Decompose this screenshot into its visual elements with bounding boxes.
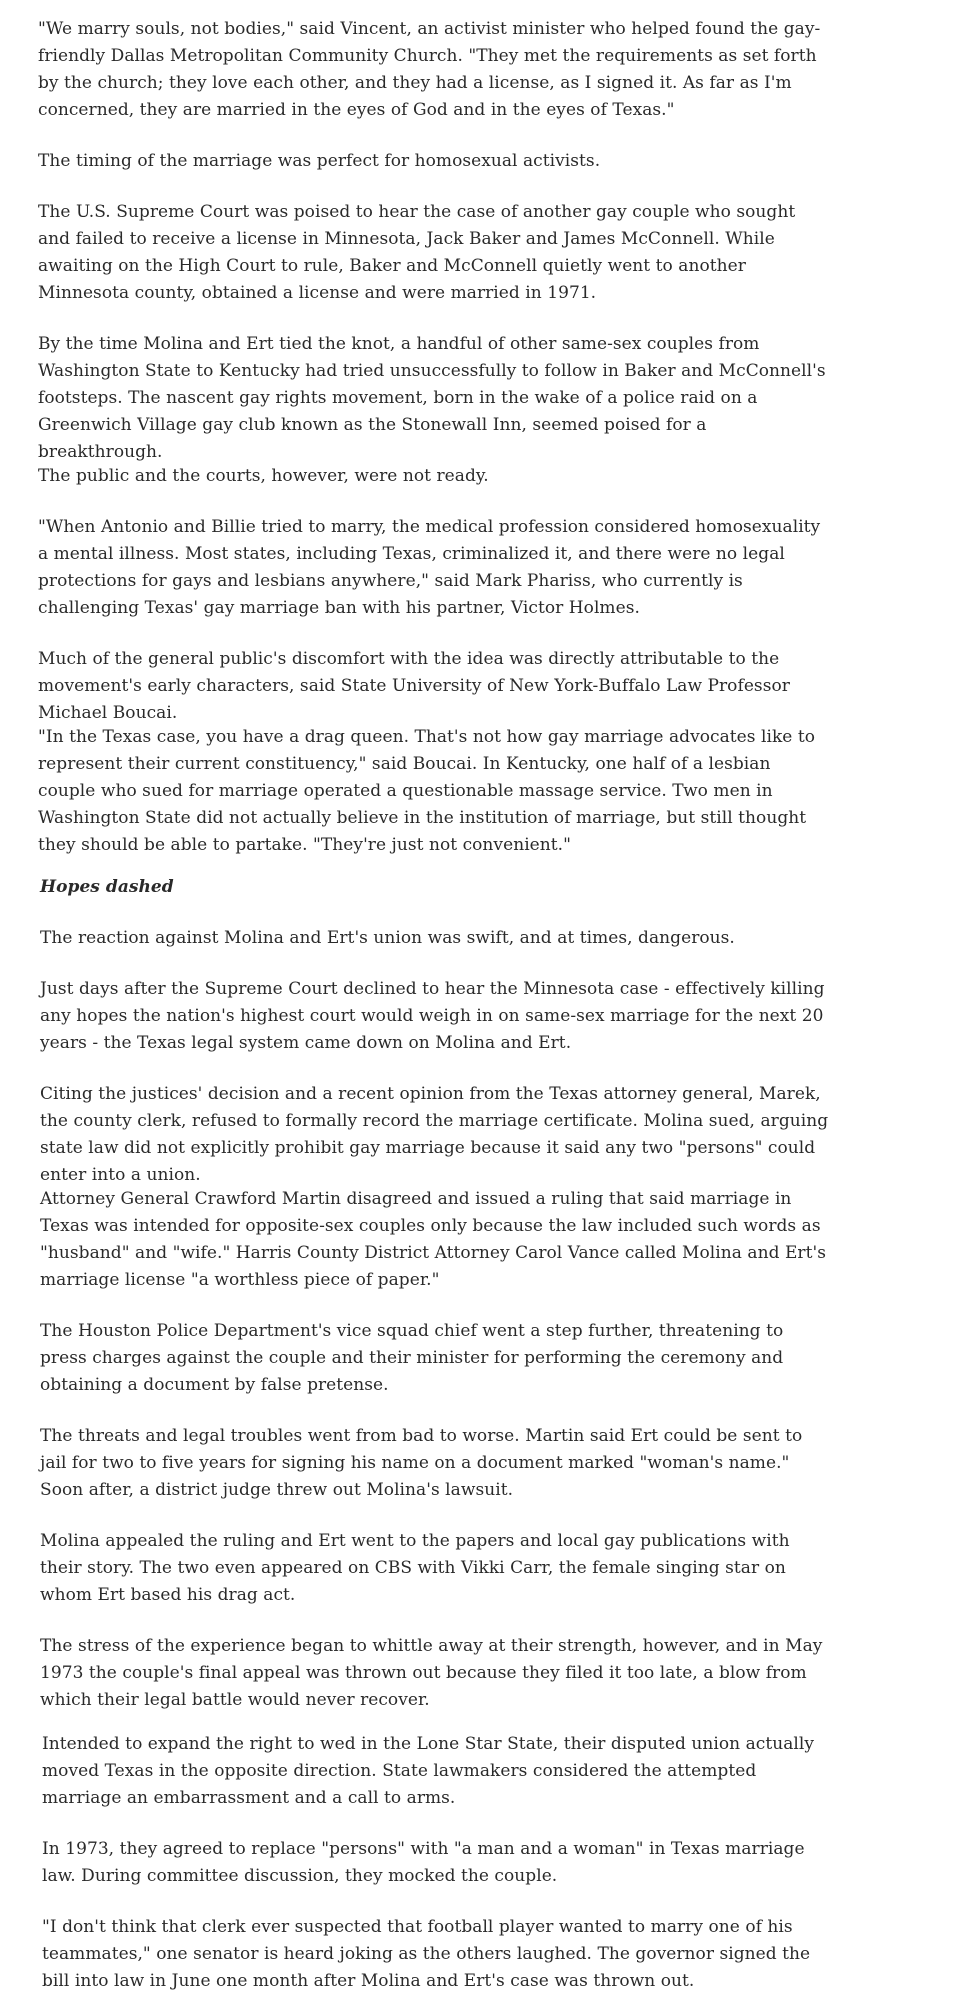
paragraph-senator-quote: "I don't think that clerk ever suspected that football player wanted to marry one of his teammates," one senator is heard joking as the others laughed. The governor signed the bill into law in June one month after Molina and Ert's case was thrown out. (42, 1917, 811, 1991)
paragraph-knot: By the time Molina and Ert tied the knot, a handful of other same-sex couples from Washington State to Kentucky had tried unsuccessfully to follow in Baker and McConnell's footsteps. The nascent gay rights movement, born in the wake of a police raid on a Greenwich Village gay club known as the Stonewall Inn, seemed poised for a breakthrough. (38, 334, 826, 462)
paragraph-attorney-general: Attorney General Crawford Martin disagreed and issued a ruling that said marriage in Texas was intended for opposite-sex couples only because the law included such words as "husband" and "wife." Harris County District Attorney Carol Vance called Molina and Ert's marriage license "a worthless piece of paper." (40, 1189, 826, 1290)
paragraph-public-courts: The public and the courts, however, were not ready. (38, 466, 489, 486)
paragraph-1973: In 1973, they agreed to replace "persons" with "a man and a woman" in Texas marriage law. During committee discussion, they mocked the couple. (42, 1839, 805, 1886)
paragraph-days-after: Just days after the Supreme Court declined to hear the Minnesota case - effectively killing any hopes the nation's highest court would weigh in on same-sex marriage for the next 20 years - the Texas legal system came down on Molina and Ert. (40, 979, 825, 1053)
paragraph-appeal: Molina appealed the ruling and Ert went to the papers and local gay publications with their story. The two even appeared on CBS with Vikki Carr, the female singing star on whom Ert based his drag act. (40, 1531, 790, 1605)
paragraph-timing: The timing of the marriage was perfect for homosexual activists. (38, 151, 601, 171)
paragraph-vincent-quote: "We marry souls, not bodies," said Vincent, an activist minister who helped found the gay-friendly Dallas Metropolitan Community Church. "They met the requirements as set forth by the church; they love each other, and they had a license, as I signed it. As far as I'm concerned, they are married in the eyes of God and in the eyes of Texas." (38, 19, 821, 120)
paragraph-citing: Citing the justices' decision and a recent opinion from the Texas attorney general, Marek, the county clerk, refused to formally record the marriage certificate. Molina sued, arguing state law did not explicitly prohibit gay marriage because it said any two "persons" could enter into a union. (40, 1084, 829, 1185)
paragraph-boucai-quote: "In the Texas case, you have a drag queen. That's not how gay marriage advocates like to represent their current constituency," said Boucai. In Kentucky, one half of a lesbian couple who sued for marriage operated a questionable massage service. Two men in Washington State did not actually believe in the institution of marriage, but still thought they should be able to partake. "They're just not convenient." (38, 727, 816, 855)
paragraph-reaction: The reaction against Molina and Ert's union was swift, and at times, dangerous. (40, 928, 735, 948)
paragraph-vice-squad: The Houston Police Department's vice squad chief went a step further, threatening to press charges against the couple and their minister for performing the ceremony and obtaining a document by false pretense. (40, 1321, 784, 1395)
paragraph-threats: The threats and legal troubles went from bad to worse. Martin said Ert could be sent to jail for two to five years for signing his name on a document marked "woman's name." Soon after, a district judge threw out Molina's lawsuit. (40, 1426, 803, 1500)
paragraph-phariss-quote: "When Antonio and Billie tried to marry, the medical profession considered homosexuality a mental illness. Most states, including Texas, criminalized it, and there were no legal protections for gays and lesbians anywhere," said Mark Phariss, who currently is challenging Texas' gay marriage ban with his partner, Victor Holmes. (38, 517, 821, 618)
paragraph-intended: Intended to expand the right to wed in the Lone Star State, their disputed union actually moved Texas in the opposite direction. State lawmakers considered the attempted marriage an embarrassment and a call to arms. (42, 1734, 815, 1808)
paragraph-supreme-court: The U.S. Supreme Court was poised to hear the case of another gay couple who sought and failed to receive a license in Minnesota, Jack Baker and James McConnell. While awaiting on the High Court to rule, Baker and McConnell quietly went to another Minnesota county, obtained a license and were married in 1971. (38, 202, 796, 303)
paragraph-stress: The stress of the experience began to whittle away at their strength, however, and in May 1973 the couple's final appeal was thrown out because they filed it too late, a blow from which their legal battle would never recover. (40, 1636, 823, 1710)
paragraph-discomfort: Much of the general public's discomfort with the idea was directly attributable to the movement's early characters, said State University of New York-Buffalo Law Professor Michael Boucai. (38, 649, 790, 723)
section-heading: Hopes dashed (40, 877, 174, 897)
